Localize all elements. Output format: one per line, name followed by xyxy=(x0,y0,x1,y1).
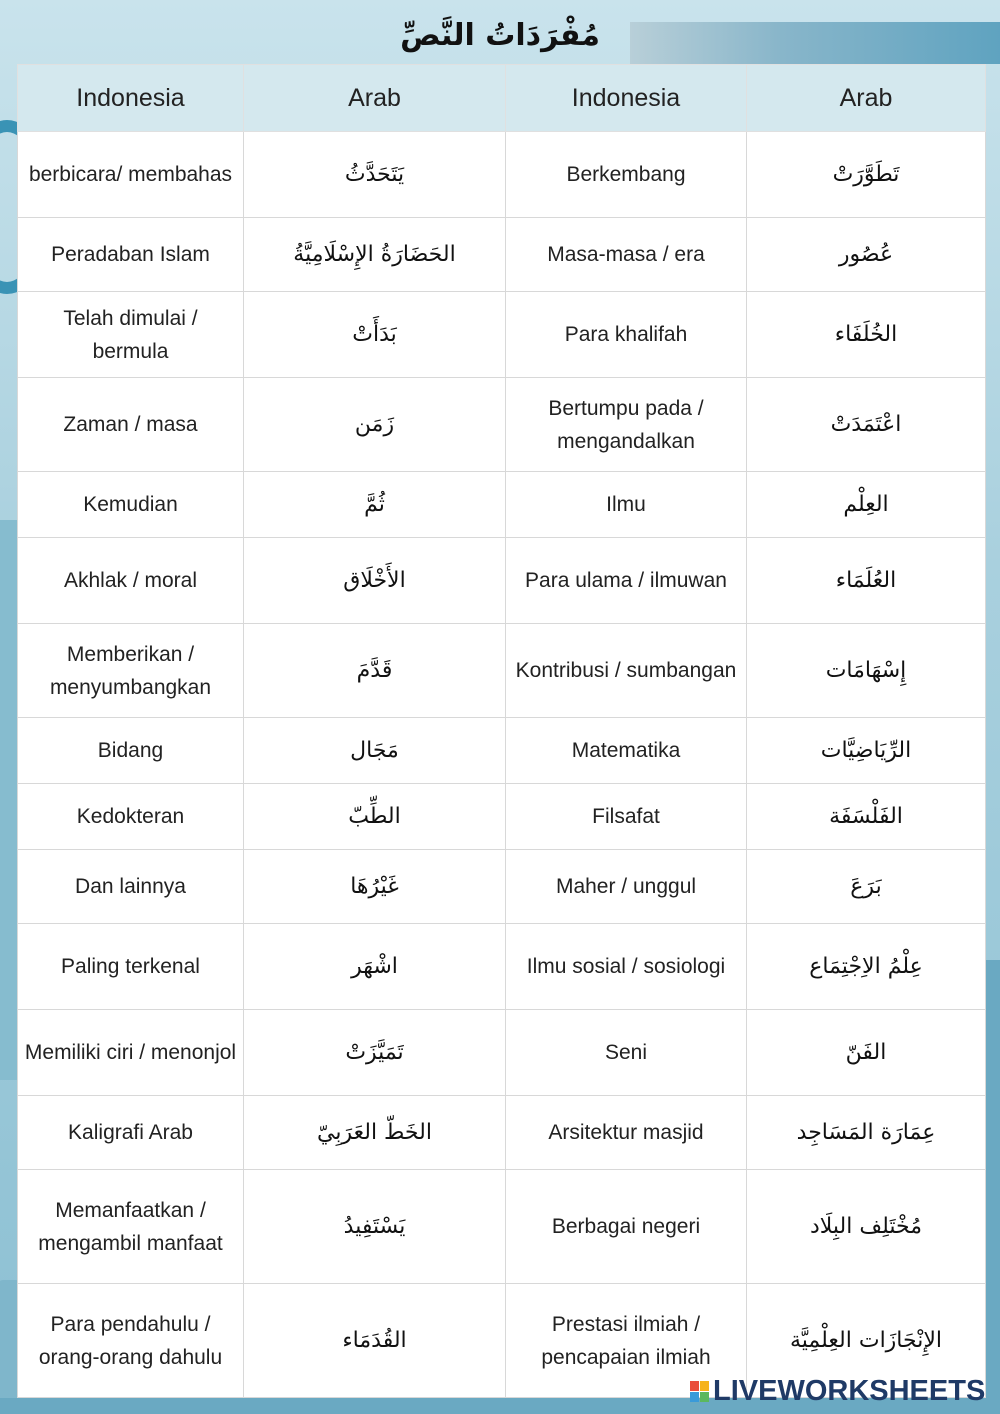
vocabulary-table xyxy=(17,64,986,1398)
table-row xyxy=(18,132,986,218)
indonesian-term: Berkembang xyxy=(506,132,747,218)
arabic-term: بَدَأَتْ xyxy=(244,292,506,378)
indonesian-term: Para pendahulu / orang-orang dahulu xyxy=(18,1284,244,1398)
indonesian-term: Para khalifah xyxy=(506,292,747,378)
table-row xyxy=(18,718,986,784)
indonesian-term: Memanfaatkan / mengambil manfaat xyxy=(18,1170,244,1284)
indonesian-term: Kemudian xyxy=(18,472,244,538)
arabic-term: العُلَمَاء xyxy=(747,538,986,624)
table-row xyxy=(18,538,986,624)
table-row xyxy=(18,292,986,378)
header-arab-2: Arab xyxy=(747,65,986,132)
arabic-term: قَدَّمَ xyxy=(244,624,506,718)
table-row xyxy=(18,472,986,538)
indonesian-term: Para ulama / ilmuwan xyxy=(506,538,747,624)
indonesian-term: Arsitektur masjid xyxy=(506,1096,747,1170)
liveworksheets-logo xyxy=(690,1376,985,1406)
arabic-term: الرِّيَاضِيَّات xyxy=(747,718,986,784)
indonesian-term: Bertumpu pada / mengandalkan xyxy=(506,378,747,472)
arabic-term: مَجَال xyxy=(244,718,506,784)
arabic-term: الطِّبّ xyxy=(244,784,506,850)
indonesian-term: Memberikan / menyumbangkan xyxy=(18,624,244,718)
indonesian-term: Masa-masa / era xyxy=(506,218,747,292)
indonesian-term: Seni xyxy=(506,1010,747,1096)
indonesian-term: Prestasi ilmiah / pencapaian ilmiah xyxy=(506,1284,747,1398)
arabic-term: يَسْتَفِيدُ xyxy=(244,1170,506,1284)
arabic-term: اعْتَمَدَتْ xyxy=(747,378,986,472)
table-header-row xyxy=(18,65,986,132)
arabic-term: زَمَن xyxy=(244,378,506,472)
indonesian-term: Maher / unggul xyxy=(506,850,747,924)
arabic-term: تَطَوَّرَتْ xyxy=(747,132,986,218)
table-row xyxy=(18,378,986,472)
arabic-term: الحَضَارَةُ الإِسْلَامِيَّةُ xyxy=(244,218,506,292)
arabic-term: الفَنّ xyxy=(747,1010,986,1096)
arabic-term: تَمَيَّزَتْ xyxy=(244,1010,506,1096)
indonesian-term: Kedokteran xyxy=(18,784,244,850)
table-row xyxy=(18,624,986,718)
arabic-term: ثُمَّ xyxy=(244,472,506,538)
indonesian-term: Ilmu xyxy=(506,472,747,538)
indonesian-term: Paling terkenal xyxy=(18,924,244,1010)
table-row xyxy=(18,850,986,924)
arabic-term: الإِنْجَازَات العِلْمِيَّة xyxy=(747,1284,986,1398)
indonesian-term: Dan lainnya xyxy=(18,850,244,924)
arabic-term: الفَلْسَفَة xyxy=(747,784,986,850)
arabic-term: عِمَارَة المَسَاجِد xyxy=(747,1096,986,1170)
arabic-term: إِسْهَامَات xyxy=(747,624,986,718)
indonesian-term: Ilmu sosial / sosiologi xyxy=(506,924,747,1010)
indonesian-term: Bidang xyxy=(18,718,244,784)
header-indonesia-2: Indonesia xyxy=(506,65,747,132)
table-row xyxy=(18,1170,986,1284)
arabic-term: العِلْم xyxy=(747,472,986,538)
indonesian-term: Telah dimulai / bermula xyxy=(18,292,244,378)
indonesian-term: Akhlak / moral xyxy=(18,538,244,624)
indonesian-term: Filsafat xyxy=(506,784,747,850)
arabic-term: عِلْمُ الاِجْتِمَاع xyxy=(747,924,986,1010)
arabic-term: الخَطّ العَرَبِيّ xyxy=(244,1096,506,1170)
arabic-term: الأَخْلَاق xyxy=(244,538,506,624)
arabic-term: مُخْتَلِف البِلَاد xyxy=(747,1170,986,1284)
arabic-term: القُدَمَاء xyxy=(244,1284,506,1398)
indonesian-term: berbicara/ membahas xyxy=(18,132,244,218)
table-row xyxy=(18,784,986,850)
arabic-term: الخُلَفَاء xyxy=(747,292,986,378)
arabic-term: عُصُور xyxy=(747,218,986,292)
arabic-term: غَيْرُهَا xyxy=(244,850,506,924)
table-row xyxy=(18,1096,986,1170)
indonesian-term: Matematika xyxy=(506,718,747,784)
indonesian-term: Berbagai negeri xyxy=(506,1170,747,1284)
indonesian-term: Memiliki ciri / menonjol xyxy=(18,1010,244,1096)
table-row xyxy=(18,218,986,292)
logo-mark-icon xyxy=(690,1381,709,1402)
indonesian-term: Kaligrafi Arab xyxy=(18,1096,244,1170)
arabic-term: يَتَحَدَّثُ xyxy=(244,132,506,218)
indonesian-term: Peradaban Islam xyxy=(18,218,244,292)
arabic-term: اشْهَر xyxy=(244,924,506,1010)
arabic-term: بَرَعَ xyxy=(747,850,986,924)
logo-text: LIVEWORKSHEETS xyxy=(713,1374,986,1407)
indonesian-term: Kontribusi / sumbangan xyxy=(506,624,747,718)
page-title: مُفْرَدَاتُ النَّصِّ xyxy=(400,18,600,53)
header-arab-1: Arab xyxy=(244,65,506,132)
table-row xyxy=(18,1010,986,1096)
table-row xyxy=(18,924,986,1010)
indonesian-term: Zaman / masa xyxy=(18,378,244,472)
header-indonesia-1: Indonesia xyxy=(18,65,244,132)
